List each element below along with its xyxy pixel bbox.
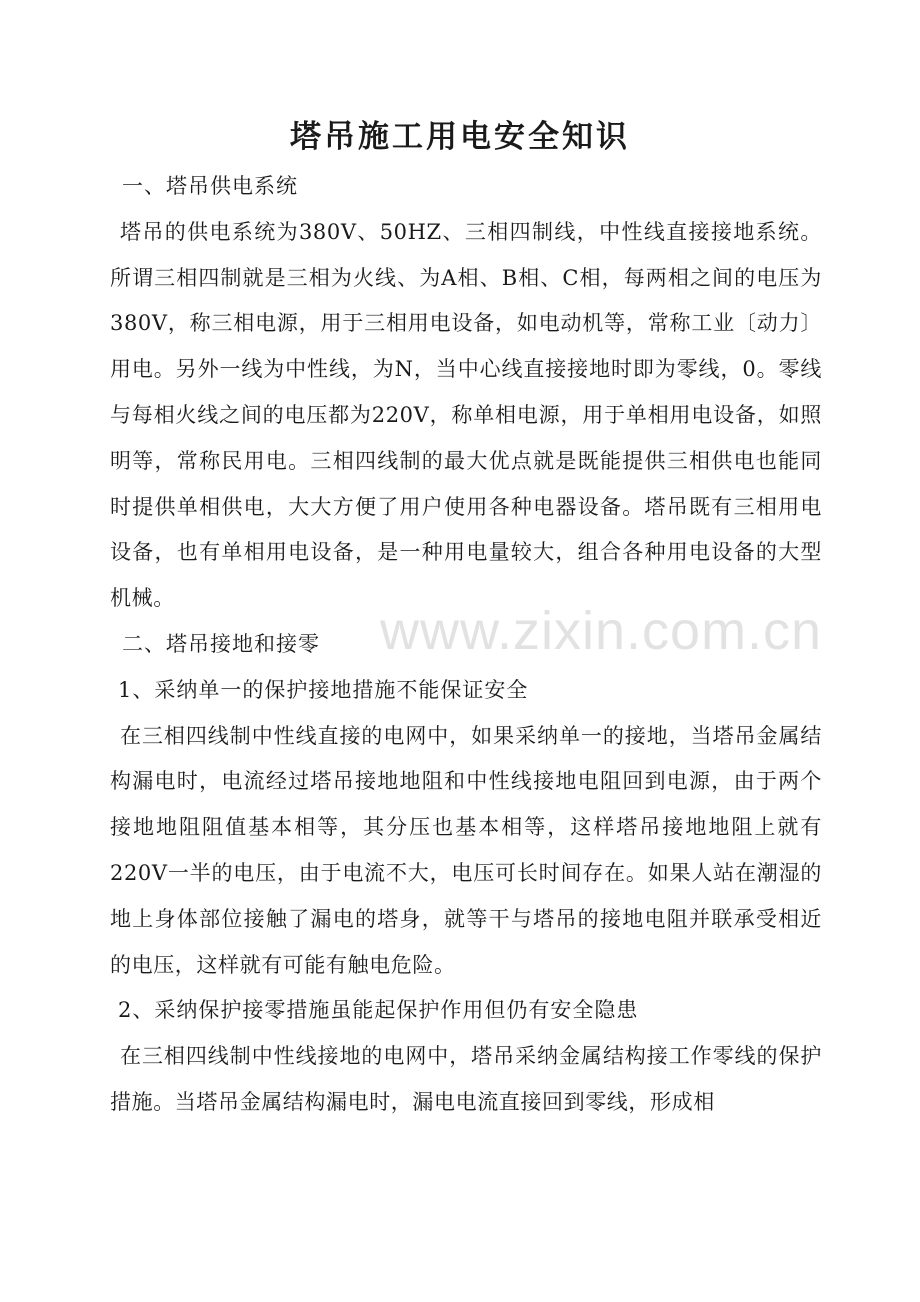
watermark: www.zixin.com.cn [380,601,823,661]
subsection-heading-protective-grounding: 1、采纳单一的保护接地措施不能保证安全 [118,677,529,702]
paragraph-protective-neutral: 在三相四线制中性线接地的电网中，塔吊采纳金属结构接工作零线的保护措施。当塔吊金属结构漏电时，漏电电流直接回到零线，形成相 [110,1044,822,1114]
section-heading-power-supply: 一、塔吊供电系统 [122,174,298,198]
paragraph-protective-grounding: 在三相四线制中性线直接的电网中，如果采纳单一的接地，当塔吊金属结构漏电时，电流经过塔吊接地地阻和中性线接地电阻回到电源，由于两个接地地阻阻值基本相等，其分压也基本相等，这样塔吊接地地阻上就有220V一半的电压，由于电流不大，电压可长时间存在。如果人站在潮湿的地上身体部位接触了漏电的塔身，就等干与塔吊的接地电阻并联承受相近的电压，这样就有可能有触电危险。 [110,723,822,977]
document-title: 塔吊施工用电安全知识 [290,119,630,155]
paragraph-power-supply: 塔吊的供电系统为380V、50HZ、三相四制线，中性线直接接地系统。所谓三相四制就是三相为火线、为A相、B相、C相，每两相之间的电压为380V，称三相电源，用于三相用电设备，如电动机等，常称工业〔动力〕用电。另外一线为中性线，为N，当中心线直接接地时即为零线，0。零线与每相火线之间的电压都为220V，称单相电源，用于单相用电设备，如照明等，常称民用电。三相四线制的最大优点就是既能提供三相供电也能同时提供单相供电，大大方便了用户使用各种电器设备。塔吊既有三相用电设备，也有单相用电设备，是一种用电量较大，组合各种用电设备的大型机械。 [110,219,822,611]
subsection-heading-protective-neutral: 2、采纳保护接零措施虽能起保护作用但仍有安全隐患 [118,998,639,1023]
section-heading-grounding: 二、塔吊接地和接零 [122,631,320,656]
document-body [110,164,822,1126]
